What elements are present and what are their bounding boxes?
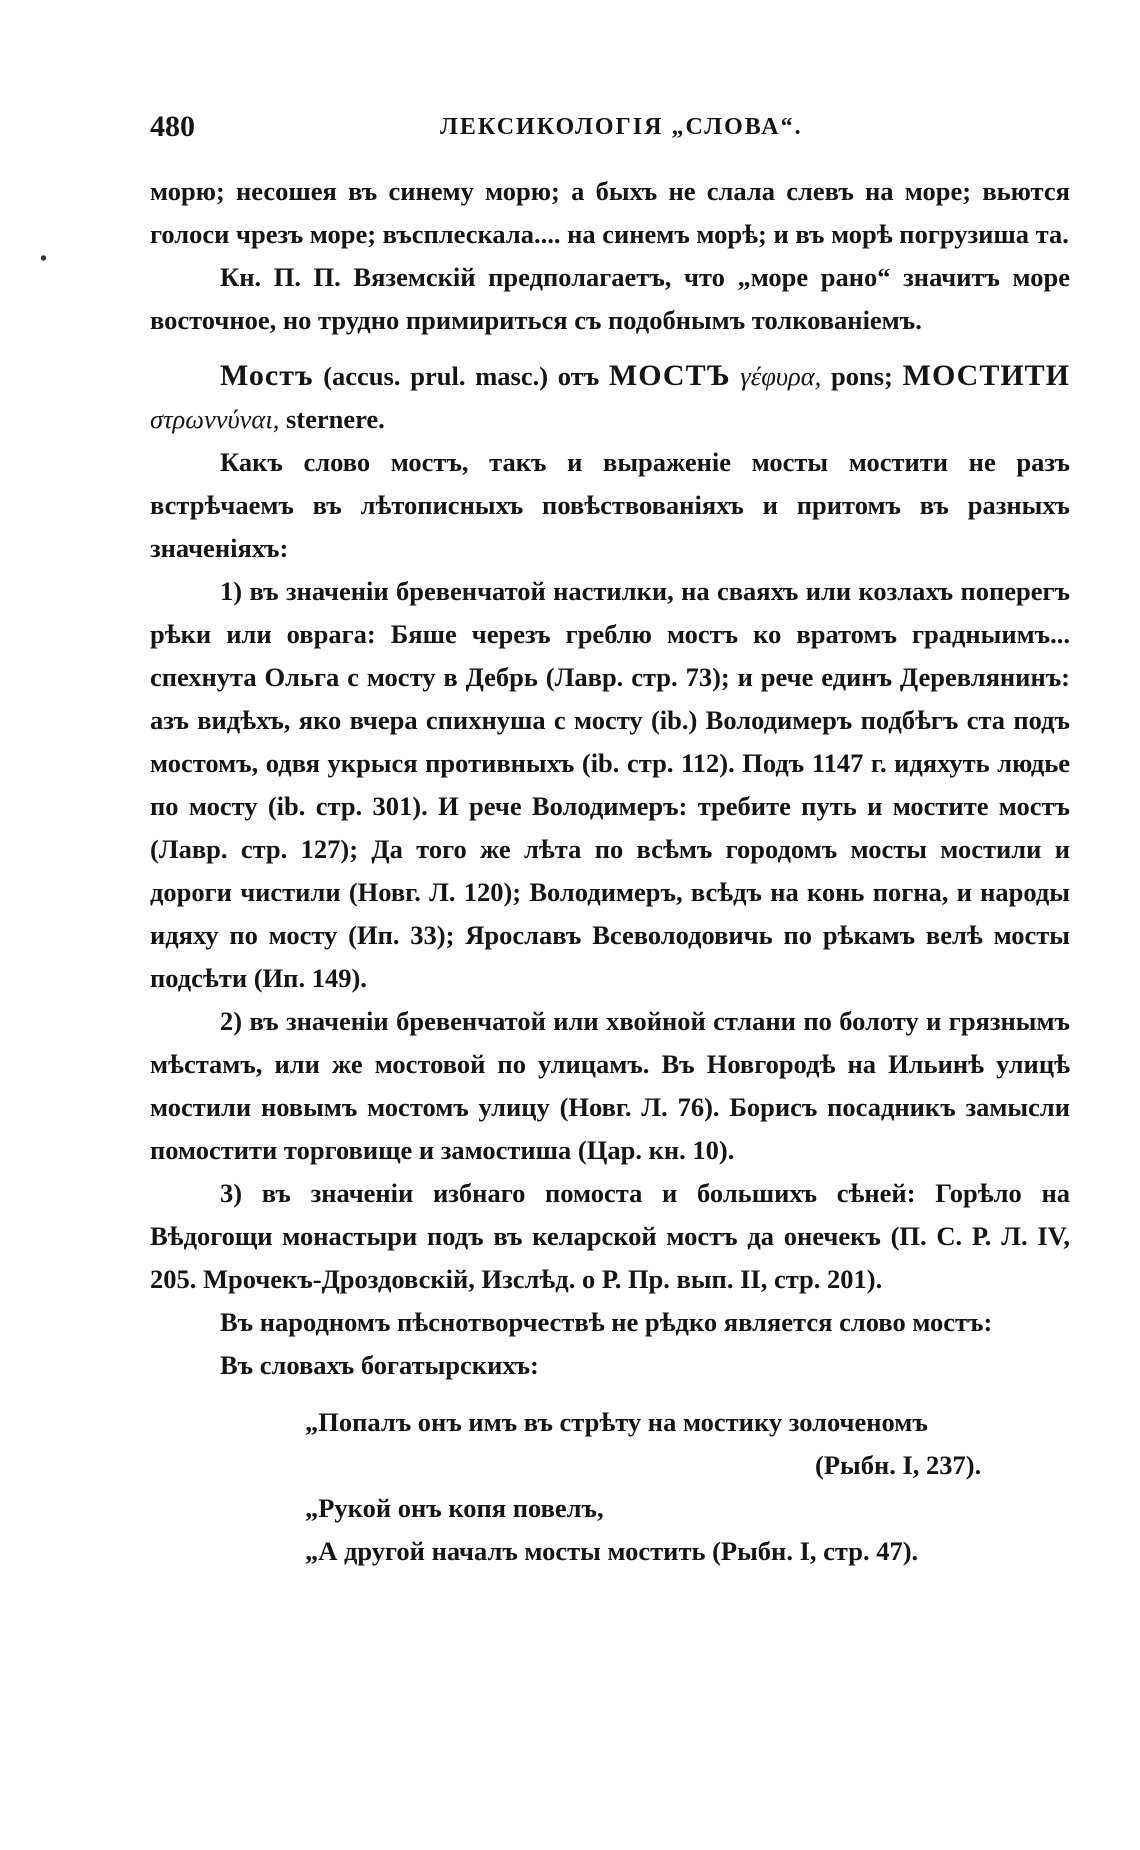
headword-most: Мостъ — [220, 359, 314, 392]
page-number: 480 — [150, 110, 195, 143]
etym-text-3: sternere. — [279, 404, 385, 434]
verse-line-1: „Попалъ онъ имъ въ стрѣту на мостику золоченомъ — [305, 1407, 928, 1437]
verse-line-3: „А другой началъ мосты мостить (Рыбн. I, стр. 47). — [305, 1536, 919, 1566]
greek-word-2: στρωννύναι, — [150, 404, 280, 434]
document-page — [150, 110, 1070, 1573]
paragraph-etymology — [150, 354, 1070, 441]
paragraph-continuation: морю; несошея въ синему морю; а быхъ не слала слевъ на море; вьются голоси чрезъ море; въсплескала.... на синемъ морѣ; и въ морѣ погрузиша та. — [150, 176, 1070, 249]
verse-line-2: „Рукой онъ копя повелъ, — [305, 1493, 604, 1523]
paragraph-meaning-1: 1) въ значеніи бревенчатой настилки, на сваяхъ или козлахъ поперегъ рѣки или оврага: Бяше черезъ греблю мостъ ко вратомъ градныимъ... спехнута Ольга с мосту в Дебрь (Лавр. стр. 73); и рече единъ Деревлянинъ: азъ видѣхъ, яко вчера спихнуша с мосту (ib.) Володимеръ подбѣгъ ста подъ мостомъ, одвя укрыся противныхъ (ib. стр. 112). Подъ 1147 г. идяхуть людье по мосту (ib. стр. 301). И рече Володимеръ: требите путь и мостите мостъ (Лавр. стр. 127); Да того же лѣта по всѣмъ городомъ мосты мостили и дороги чистили (Новг. Л. 120); Володимеръ, всѣдъ на конь погна, и народы идяху по мосту (Ип. 33); Ярославъ Всеволодовичь по рѣкамъ велѣ мосты подсѣти (Ип. 149). — [150, 576, 1070, 993]
paragraph-bylina-intro: Въ словахъ богатырскихъ: — [220, 1350, 539, 1380]
paragraph-intro-meanings: Какъ слово мостъ, такъ и выраженіе мосты мостити не разъ встрѣчаемъ въ лѣтописныхъ повѣствованіяхъ и притомъ въ разныхъ значеніяхъ: — [150, 447, 1070, 563]
paragraph-folk-poetry: Въ народномъ пѣснотворчествѣ не рѣдко является слово мостъ: — [220, 1307, 993, 1337]
page-header — [150, 110, 1070, 170]
margin-mark: • — [40, 248, 48, 270]
headword-most-slavonic: МОСТЪ — [608, 359, 731, 392]
verse-reference-1: (Рыбн. I, 237). — [815, 1450, 982, 1480]
paragraph-vyazemsky: Кн. П. П. Вяземскій предполагаетъ, что „море рано“ значитъ море восточное, но трудно примириться съ подобнымъ толкованіемъ. — [150, 262, 1070, 335]
paragraph-meaning-3: 3) въ значеніи избнаго помоста и большихъ сѣней: Горѣло на Вѣдогощи монастыри подъ въ келарской мостъ да онечекъ (П. С. Р. Л. IV, 205. Мрочекъ-Дроздовскій, Изслѣд. о Р. Пр. вып. II, стр. 201). — [150, 1178, 1070, 1294]
paragraph-meaning-2: 2) въ значеніи бревенчатой или хвойной стлани по болоту и грязнымъ мѣстамъ, или же мостовой по улицамъ. Въ Новгородѣ на Ильинѣ улицѣ мостили новымъ мостомъ улицу (Новг. Л. 76). Борисъ посадникъ замысли помостити торговище и замостиша (Цар. кн. 10). — [150, 1006, 1070, 1165]
etym-text-1: (accus. prul. masc.) отъ — [313, 361, 609, 391]
running-title: ЛЕКСИКОЛОГІЯ „СЛОВА“. — [440, 114, 803, 140]
headword-mostiti: МОСТИТИ — [902, 359, 1071, 392]
verse-quote — [305, 1401, 1070, 1573]
etym-text-2: pons; — [821, 361, 903, 391]
greek-word-1: γέφυρα, — [730, 361, 822, 391]
